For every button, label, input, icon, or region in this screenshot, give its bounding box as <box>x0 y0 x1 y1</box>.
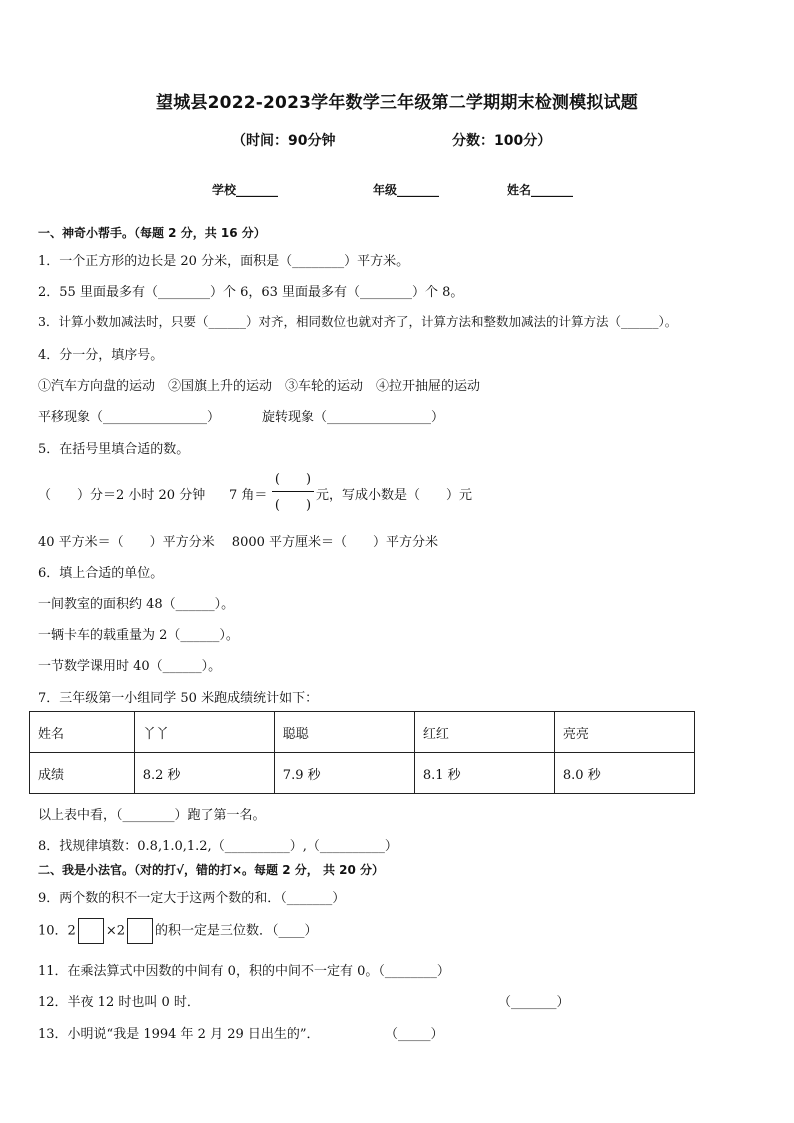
section-2-heading: 二、我是小法官。（对的打√，错的打×。每题 2 分， 共 20 分） <box>38 863 384 877</box>
question-9: 9．两个数的积不一定大于这两个数的和．（_______） <box>38 891 346 906</box>
question-6-a: 一间教室的面积约 48（______）。 <box>38 597 235 612</box>
fraction-numerator: ( ) <box>274 472 312 487</box>
name-field[interactable]: 姓名_______ <box>507 183 574 197</box>
question-10-part-c: 的积一定是三位数．（____） <box>155 923 318 939</box>
question-6-b: 一辆卡车的载重量为 2（______）。 <box>38 628 239 643</box>
score-table <box>29 711 695 794</box>
question-4-translation: 平移现象（________________） <box>38 410 221 425</box>
question-4: 4．分一分，填序号。 <box>38 348 164 363</box>
digit-box[interactable] <box>127 918 153 944</box>
table-cell: 8.1 秒 <box>414 753 554 794</box>
question-4-rotation: 旋转现象（________________） <box>262 410 445 425</box>
school-field[interactable]: 学校_______ <box>212 183 279 197</box>
table-cell: 8.2 秒 <box>134 753 274 794</box>
exam-time: （时间：90分钟 <box>232 133 336 149</box>
table-header-row <box>30 712 695 753</box>
question-10-part-a: 10．2 <box>38 923 76 939</box>
question-10-part-b: ×2 <box>105 923 125 939</box>
question-6: 6．填上合适的单位。 <box>38 566 164 581</box>
question-4-options: ①汽车方向盘的运动 ②国旗上升的运动 ③车轮的运动 ④拉开抽屉的运动 <box>38 379 481 394</box>
table-cell: 姓名 <box>30 712 135 753</box>
exam-score: 分数：100分） <box>452 133 552 149</box>
question-8: 8．找规律填数：0.8,1.0,1.2,（__________）,（__________） <box>38 839 398 854</box>
question-5-c: 40 平方米＝（ ）平方分米 8000 平方厘米＝（ ）平方分米 <box>38 535 439 550</box>
fraction-bar <box>272 491 314 492</box>
question-13-blank[interactable]: （_____） <box>385 1027 444 1042</box>
question-13: 13．小明说“我是 1994 年 2 月 29 日出生的”． <box>38 1027 320 1042</box>
question-3: 3．计算小数加减法时，只要（______）对齐，相同数位也就对齐了，计算方法和整数加减法的计算方法（______）。 <box>38 314 678 329</box>
question-1: 1．一个正方形的边长是 20 分米，面积是（________）平方米。 <box>38 254 410 269</box>
table-cell: 8.0 秒 <box>554 753 694 794</box>
question-12-blank[interactable]: （_______） <box>498 995 570 1010</box>
table-cell: 7.9 秒 <box>274 753 414 794</box>
table-cell: 丫丫 <box>134 712 274 753</box>
question-7: 7．三年级第一小组同学 50 米跑成绩统计如下： <box>38 691 319 706</box>
table-cell: 聪聪 <box>274 712 414 753</box>
question-12: 12．半夜 12 时也叫 0 时． <box>38 995 200 1010</box>
fraction-denominator: ( ) <box>274 498 312 513</box>
question-2: 2．55 里面最多有（________）个 6，63 里面最多有（________）个 8。 <box>38 285 464 300</box>
question-5-b-suffix: 元，写成小数是（ ）元 <box>316 488 473 503</box>
section-1-heading: 一、神奇小帮手。（每题 2 分，共 16 分） <box>38 226 266 240</box>
question-6-c: 一节数学课用时 40（______）。 <box>38 659 222 674</box>
grade-field[interactable]: 年级_______ <box>373 183 440 197</box>
page-title: 望城县2022-2023学年数学三年级第二学期期末检测模拟试题 <box>156 93 638 113</box>
digit-box[interactable] <box>78 918 104 944</box>
question-5-a: （ ）分＝2 小时 20 分钟 <box>38 488 206 503</box>
question-5: 5．在括号里填合适的数。 <box>38 442 190 457</box>
question-11: 11．在乘法算式中因数的中间有 0，积的中间不一定有 0。（________） <box>38 964 450 979</box>
table-cell: 成绩 <box>30 753 135 794</box>
table-cell: 红红 <box>414 712 554 753</box>
fraction-blank <box>270 468 316 514</box>
question-7-answer: 以上表中看，（________）跑了第一名。 <box>38 808 266 823</box>
question-10 <box>38 918 318 944</box>
question-5-b-prefix: 7 角＝ <box>229 488 268 503</box>
table-cell: 亮亮 <box>554 712 694 753</box>
table-row <box>30 753 695 794</box>
